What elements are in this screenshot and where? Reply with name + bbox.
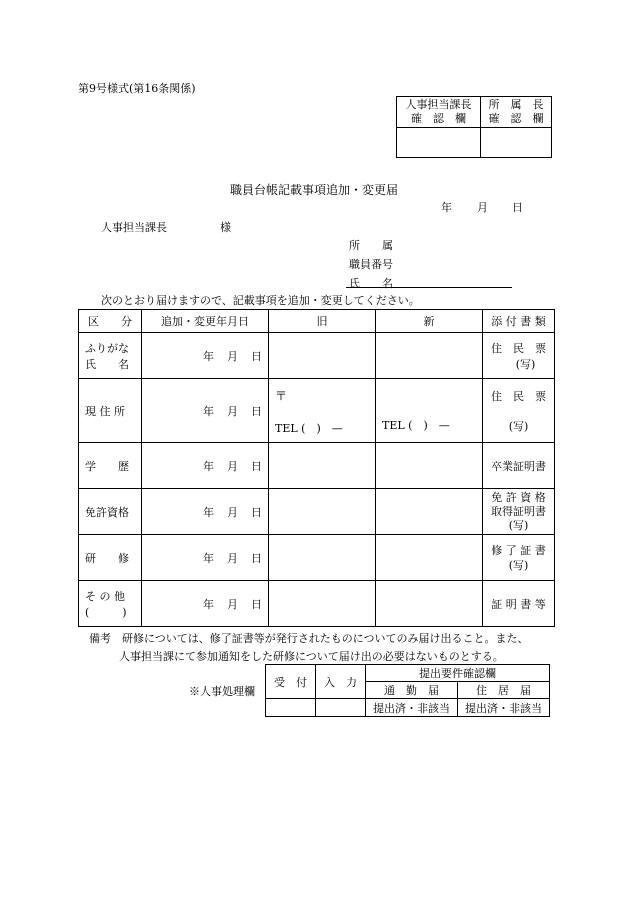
tel-new: TEL ( ) —	[382, 419, 450, 432]
attachment-address: 住 民 票 (写)	[483, 379, 555, 443]
header-change-date: 追加・変更年月日	[142, 310, 269, 333]
category-education: 学 歴	[79, 443, 142, 489]
category-other: そ の 他 ( )	[79, 581, 142, 627]
header-old: 旧	[269, 310, 376, 333]
old-value-other[interactable]	[269, 581, 376, 627]
attachment-license: 免 許 資 格 取得証明書 (写)	[483, 489, 555, 535]
postal-mark-old: 〒	[275, 389, 288, 403]
date-year: 年	[441, 201, 452, 214]
form-number: 第9号様式(第16条関係)	[78, 82, 196, 95]
change-date-name[interactable]: 年 月 日	[142, 333, 269, 379]
table-row-address	[79, 379, 555, 443]
applicant-staff-number-label: 職員番号	[349, 258, 393, 271]
received-cell[interactable]	[266, 699, 316, 717]
old-value-training[interactable]	[269, 535, 376, 581]
change-date-education[interactable]: 年 月 日	[142, 443, 269, 489]
dept-head-confirm-cell[interactable]	[481, 128, 552, 158]
commute-form-header: 通 勤 届	[366, 682, 458, 699]
change-date-training[interactable]: 年 月 日	[142, 535, 269, 581]
change-date-other[interactable]: 年 月 日	[142, 581, 269, 627]
received-header: 受 付	[266, 665, 316, 699]
attachment-other: 証 明 書 等	[483, 581, 555, 627]
table-row-education	[79, 443, 555, 489]
input-header: 入 力	[316, 665, 366, 699]
addressee-honorific: 様	[220, 221, 231, 234]
header-category: 区 分	[79, 310, 142, 333]
date-month: 月	[477, 201, 488, 214]
header-attachments: 添 付 書 類	[483, 310, 555, 333]
tel-old: TEL ( ) —	[275, 422, 343, 435]
residence-status[interactable]: 提出済・非該当	[458, 699, 550, 717]
addressee-name: 人事担当課長	[101, 221, 167, 234]
table-row-name	[79, 333, 555, 379]
category-training: 研 修	[79, 535, 142, 581]
applicant-affiliation-label: 所 属	[349, 239, 393, 252]
office-use-table	[265, 664, 550, 717]
old-value-address[interactable]	[269, 379, 376, 443]
request-text: 次のとおり届けますので、記載事項を追加・変更してください。	[101, 294, 420, 307]
old-value-education[interactable]	[269, 443, 376, 489]
input-cell[interactable]	[316, 699, 366, 717]
new-value-education[interactable]	[376, 443, 483, 489]
commute-status[interactable]: 提出済・非該当	[366, 699, 458, 717]
remarks-line-1: 備考 研修については、修了証書等が発行されたものについてのみ届け出ること。また、	[89, 632, 529, 645]
form-title: 職員台帳記載事項追加・変更届	[230, 183, 399, 197]
new-value-name[interactable]	[376, 333, 483, 379]
new-value-training[interactable]	[376, 535, 483, 581]
category-license: 免許資格	[79, 489, 142, 535]
new-value-other[interactable]	[376, 581, 483, 627]
change-date-license[interactable]: 年 月 日	[142, 489, 269, 535]
old-value-name[interactable]	[269, 333, 376, 379]
attachment-education: 卒業証明書	[483, 443, 555, 489]
table-header-row	[79, 310, 555, 333]
change-items-table	[78, 309, 555, 627]
header-new: 新	[376, 310, 483, 333]
applicant-name-underline	[346, 287, 512, 288]
attachment-training: 修 了 証 書 (写)	[483, 535, 555, 581]
table-row-license	[79, 489, 555, 535]
new-value-address[interactable]	[376, 379, 483, 443]
attachment-name: 住 民 票 (写)	[483, 333, 555, 379]
approval-box	[396, 96, 552, 158]
change-date-address[interactable]: 年 月 日	[142, 379, 269, 443]
office-use-label: ※人事処理欄	[189, 685, 255, 698]
residence-form-header: 住 居 届	[458, 682, 550, 699]
category-address: 現 住 所	[79, 379, 142, 443]
category-name: ふりがな 氏 名	[79, 333, 142, 379]
applicant-name-label: 氏 名	[349, 277, 393, 290]
hr-manager-confirm-cell[interactable]	[397, 128, 481, 158]
new-value-license[interactable]	[376, 489, 483, 535]
table-row-training	[79, 535, 555, 581]
dept-head-confirm-header: 所 属 長 確 認 欄	[481, 97, 552, 128]
submission-check-header: 提出要件確認欄	[366, 665, 550, 682]
date-day: 日	[512, 201, 523, 214]
hr-manager-confirm-header: 人事担当課長 確 認 欄	[397, 97, 481, 128]
table-row-other	[79, 581, 555, 627]
remarks-line-2: 人事担当課にて参加通知をした研修について届け出の必要はないものとする。	[119, 650, 504, 663]
old-value-license[interactable]	[269, 489, 376, 535]
